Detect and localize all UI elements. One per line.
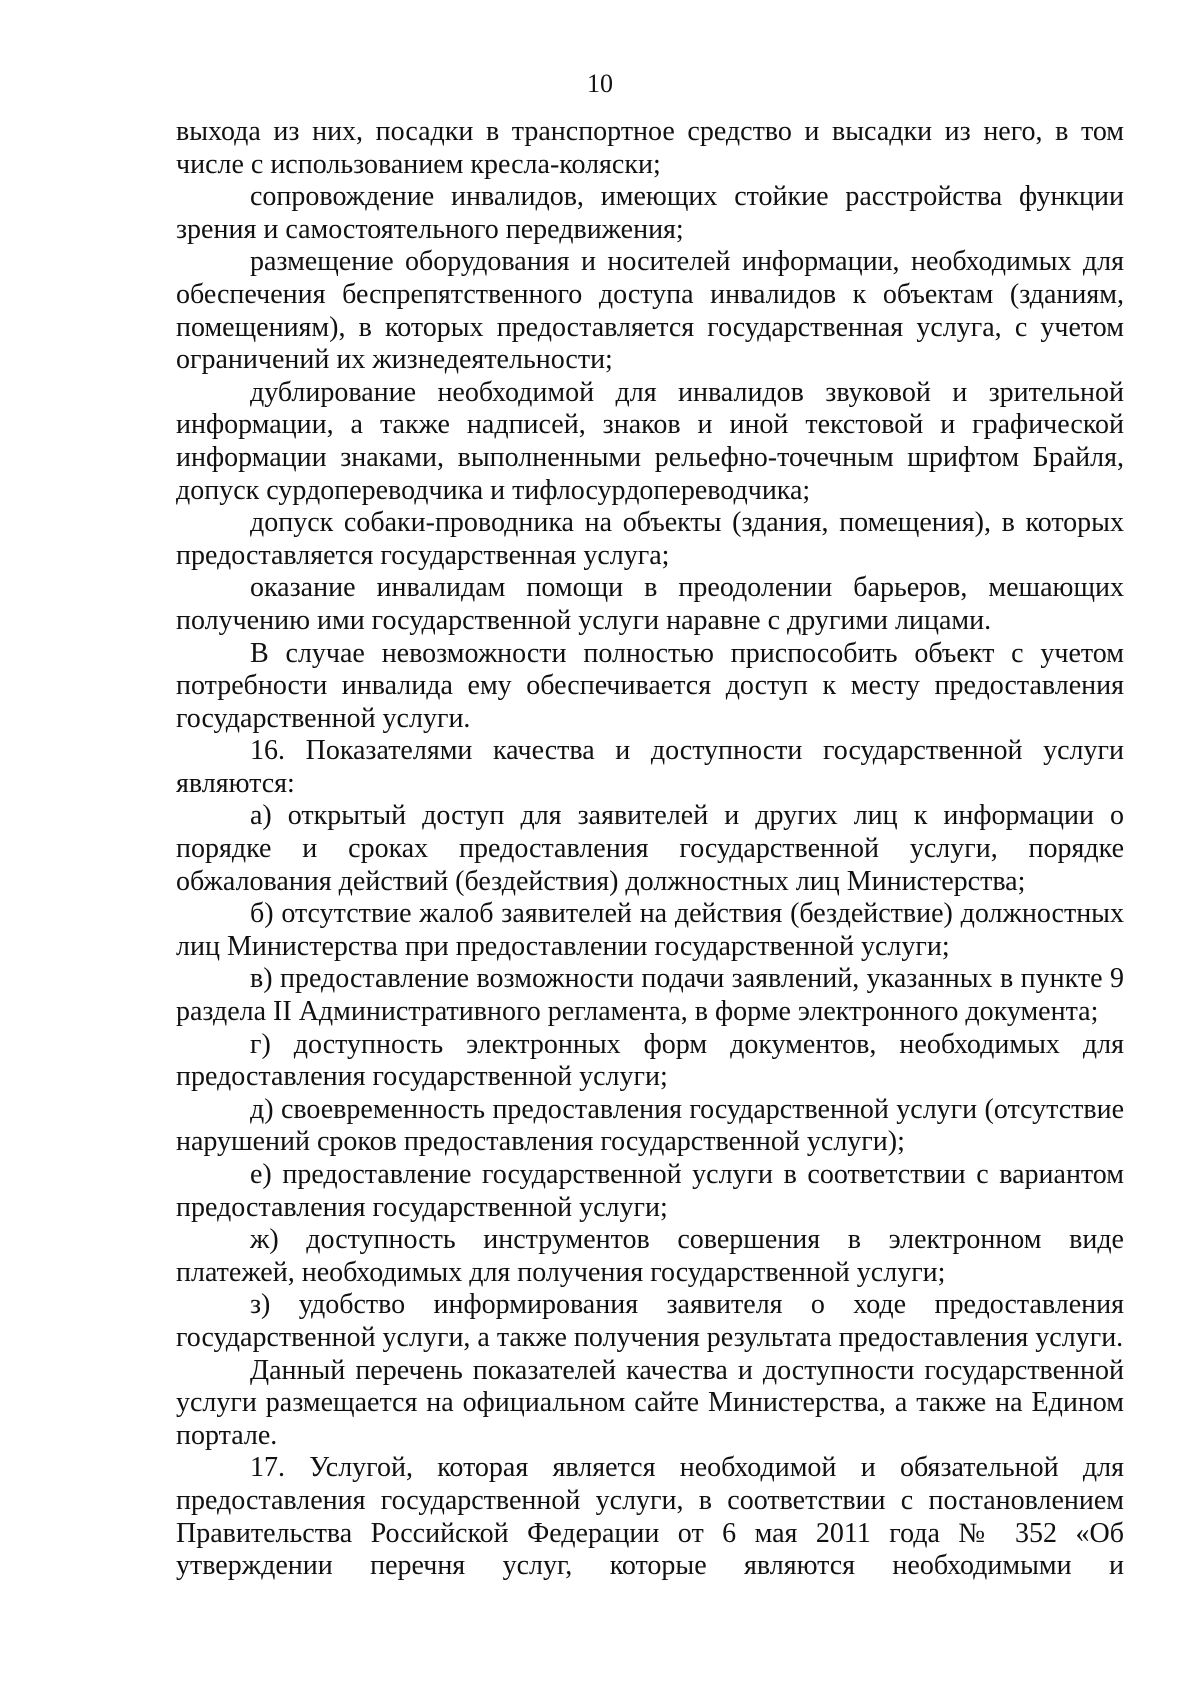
list-item-a: а) открытый доступ для заявителей и других лиц к информации о порядке и сроках предоставления государственной услуги, порядке обжалования действий (бездействия) должностных лиц Министерства; — [176, 800, 1124, 897]
paragraph-duplication: дублирование необходимой для инвалидов звуковой и зрительной информации, а также надписей, знаков и иной текстовой и графической информации знаками, выполненными рельефно-точечным шрифтом Брайля, допуск сурдопереводчика и тифлосурдопереводчика; — [176, 376, 1124, 506]
paragraph-item-16: 16. Показателями качества и доступности государственной услуги являются: — [176, 735, 1124, 799]
paragraph-list-published: Данный перечень показателей качества и доступности государственной услуги размещается на официальном сайте Министерства, а также на Едином портале. — [176, 1354, 1124, 1451]
paragraph-assistance: оказание инвалидам помощи в преодолении барьеров, мешающих получению ими государственной услуги наравне с другими лицами. — [176, 572, 1124, 636]
list-item-v: в) предоставление возможности подачи заявлений, указанных в пункте 9 раздела II Административного регламента, в форме электронного документа; — [176, 963, 1124, 1028]
document-body — [176, 116, 1124, 1583]
list-item-z: з) удобство информирования заявителя о ходе предоставления государственной услуги, а также получения результата предоставления услуги. — [176, 1289, 1124, 1353]
paragraph-escort: сопровождение инвалидов, имеющих стойкие расстройства функции зрения и самостоятельного передвижения; — [176, 181, 1124, 245]
list-item-zh: ж) доступность инструментов совершения в электронном виде платежей, необходимых для получения государственной услуги; — [176, 1224, 1124, 1288]
paragraph-continuation: выхода из них, посадки в транспортное средство и высадки из него, в том числе с использованием кресла-коляски; — [176, 116, 1124, 180]
paragraph-impossibility: В случае невозможности полностью приспособить объект с учетом потребности инвалида ему обеспечивается доступ к месту предоставления государственной услуги. — [176, 637, 1124, 734]
list-item-g: г) доступность электронных форм документов, необходимых для предоставления государственной услуги; — [176, 1028, 1124, 1093]
paragraph-item-17: 17. Услугой, которая является необходимой и обязательной для предоставления государственной услуги, в соответствии с постановлением Правительства Российской Федерации от 6 мая 2011 года № 352 «Об утверждении перечня услуг, которые являются необходимыми и — [176, 1452, 1124, 1582]
paragraph-equipment: размещение оборудования и носителей информации, необходимых для обеспечения беспрепятственного доступа инвалидов к объектам (зданиям, помещениям), в которых предоставляется государственная услуга, с учетом ограничений их жизнедеятельности; — [176, 246, 1124, 376]
list-item-b: б) отсутствие жалоб заявителей на действия (бездействие) должностных лиц Министерства при предоставлении государственной услуги; — [176, 898, 1124, 962]
page-number: 10 — [587, 69, 613, 98]
list-item-e: е) предоставление государственной услуги в соответствии с вариантом предоставления государственной услуги; — [176, 1159, 1124, 1223]
list-item-d: д) своевременность предоставления государственной услуги (отсутствие нарушений сроков предоставления государственной услуги); — [176, 1093, 1124, 1158]
paragraph-guide-dog: допуск собаки-проводника на объекты (здания, помещения), в которых предоставляется государственная услуга; — [176, 507, 1124, 571]
